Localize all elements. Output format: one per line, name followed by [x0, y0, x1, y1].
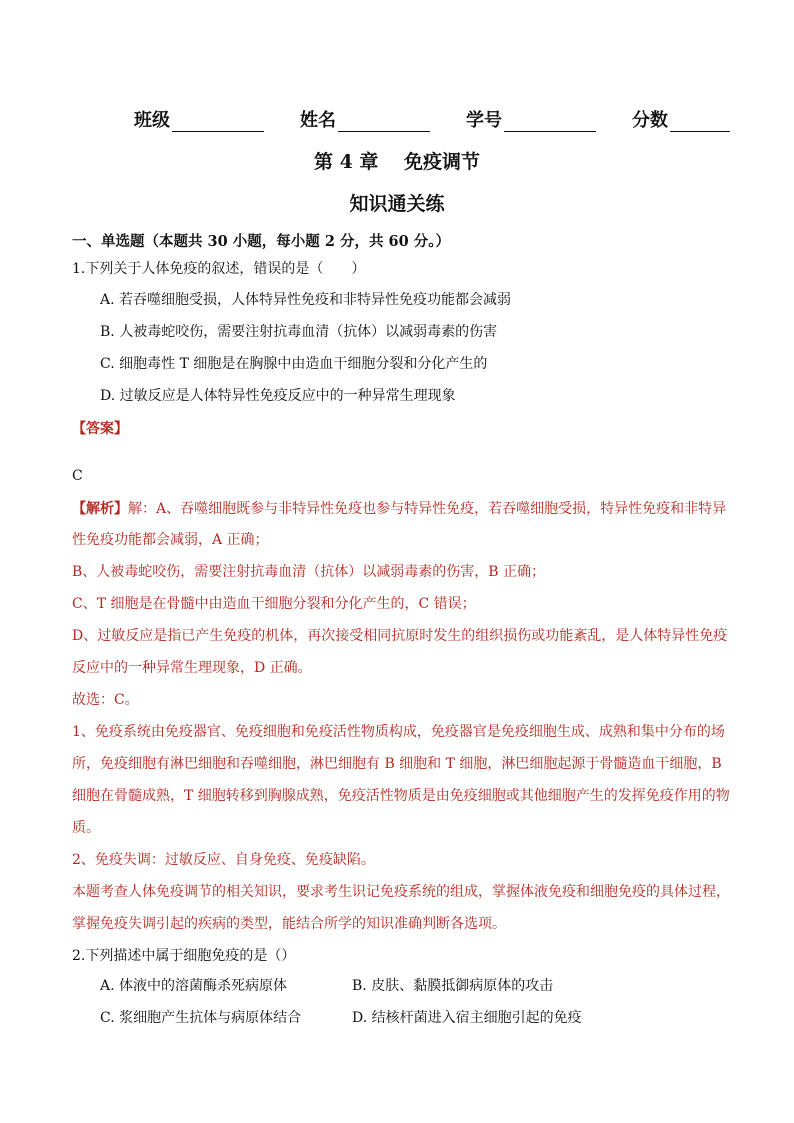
class-field [134, 106, 264, 132]
analysis-line-7: 故选：C。 [72, 692, 139, 708]
analysis-line-13: 本题考查人体免疫调节的相关知识，要求考生识记免疫系统的组成，掌握体液免疫和细胞免疫的具体过程， [72, 884, 730, 900]
question-2-option-d: D. 结核杆菌进入宿主细胞引起的免疫 [352, 1010, 582, 1026]
analysis-line-6: 反应中的一种异常生理现象，D 正确。 [72, 660, 312, 676]
student-id-blank[interactable] [504, 111, 596, 132]
question-2-option-c: C. 浆细胞产生抗体与病原体结合 [100, 1010, 302, 1026]
class-label: 班级 [134, 110, 170, 131]
question-2-stem: 2.下列描述中属于细胞免疫的是（） [72, 948, 296, 964]
analysis-line-9: 所，免疫细胞有淋巴细胞和吞噬细胞，淋巴细胞有 B 细胞和 T 细胞，淋巴细胞起源于骨髓造血干细胞，B [72, 756, 722, 772]
score-label: 分数 [632, 110, 668, 131]
analysis-line-1 [72, 499, 727, 519]
question-1-option-a: A. 若吞噬细胞受损，人体特异性免疫和非特异性免疫功能都会减弱 [100, 292, 512, 308]
name-blank[interactable] [338, 111, 430, 132]
worksheet-subtitle: 知识通关练 [349, 193, 445, 215]
analysis-line-8: 1、免疫系统由免疫器官、免疫细胞和免疫活性物质构成，免疫器官是免疫细胞生成、成熟和集中分布的场 [72, 724, 725, 740]
analysis-line-12: 2、免疫失调：过敏反应、自身免疫、免疫缺陷。 [72, 852, 375, 868]
analysis-label: 【解析】 [72, 501, 128, 517]
student-id-label: 学号 [466, 110, 502, 131]
question-1-option-b: B. 人被毒蛇咬伤，需要注射抗毒血清（抗体）以减弱毒素的伤害 [100, 324, 498, 340]
answer-value: C [72, 468, 83, 484]
class-blank[interactable] [172, 111, 264, 132]
question-1-option-c: C. 细胞毒性 T 细胞是在胸腺中由造血干细胞分裂和分化产生的 [100, 356, 488, 372]
analysis-line-14: 掌握免疫失调引起的疾病的类型，能结合所学的知识准确判断各选项。 [72, 916, 506, 932]
analysis-text-1: 解：A、吞噬细胞既参与非特异性免疫也参与特异性免疫，若吞噬细胞受损，特异性免疫和非特异 [128, 501, 727, 517]
analysis-line-10: 细胞在骨髓成熟，T 细胞转移到胸腺成熟，免疫活性物质是由免疫细胞或其他细胞产生的发挥免疫作用的物 [72, 788, 730, 804]
student-info-row [134, 104, 734, 132]
chapter-title: 第 4 章 免疫调节 [313, 151, 481, 173]
analysis-line-11: 质。 [72, 820, 100, 836]
score-blank[interactable] [670, 111, 730, 132]
question-1-option-d: D. 过敏反应是人体特异性免疫反应中的一种异常生理现象 [100, 388, 456, 404]
analysis-line-4: C、T 细胞是在骨髓中由造血干细胞分裂和分化产生的，C 错误； [72, 596, 476, 612]
section-heading: 一、单选题（本题共 30 小题，每小题 2 分，共 60 分。） [72, 233, 450, 250]
answer-label: 【答案】 [72, 421, 128, 437]
question-1-stem: 1.下列关于人体免疫的叙述，错误的是（ ） [72, 261, 366, 277]
analysis-line-2: 性免疫功能都会减弱，A 正确； [72, 532, 269, 548]
analysis-line-3: B、人被毒蛇咬伤，需要注射抗毒血清（抗体）以减弱毒素的伤害，B 正确； [72, 564, 546, 580]
question-2-option-b: B. 皮肤、黏膜抵御病原体的攻击 [352, 978, 554, 994]
analysis-line-5: D、过敏反应是指已产生免疫的机体，再次接受相同抗原时发生的组织损伤或功能紊乱，是人体特异性免疫 [72, 628, 728, 644]
score-field [632, 106, 730, 132]
name-field [300, 106, 430, 132]
name-label: 姓名 [300, 110, 336, 131]
student-id-field [466, 106, 596, 132]
question-2-option-a: A. 体液中的溶菌酶杀死病原体 [100, 978, 288, 994]
